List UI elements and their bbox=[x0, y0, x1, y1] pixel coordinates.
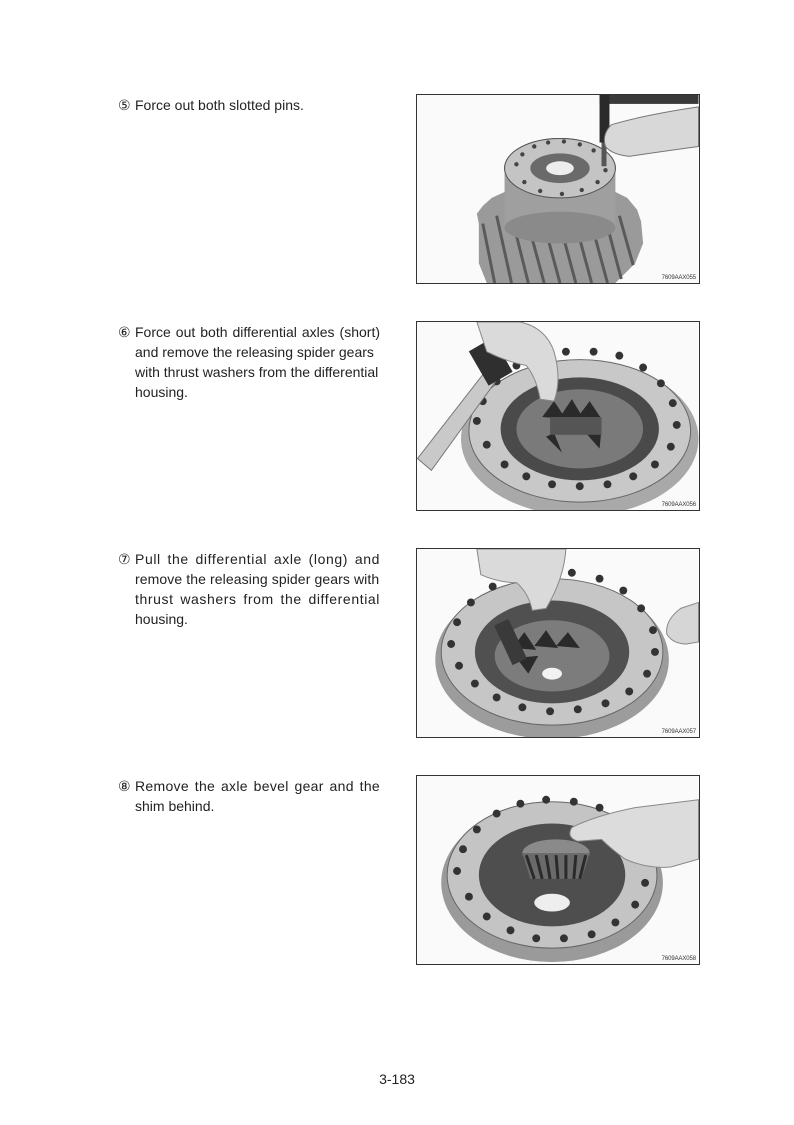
step-5-number: ⑤ bbox=[118, 97, 131, 113]
step-7-photo bbox=[416, 548, 700, 738]
page-number: 3-183 bbox=[379, 1071, 415, 1087]
step-6-line-1 bbox=[118, 322, 380, 342]
step-5-text bbox=[118, 95, 380, 115]
step-7-line-1-text: Pull the differential axle (long) and bbox=[135, 551, 380, 567]
step-8-text bbox=[118, 776, 380, 816]
step-7-number: ⑦ bbox=[118, 551, 132, 567]
step-8-line-1 bbox=[118, 776, 380, 796]
differential-axle-removal-illustration bbox=[417, 322, 699, 510]
step-8-line-2: shim behind. bbox=[135, 798, 215, 814]
step-6-line-4: housing. bbox=[135, 384, 188, 400]
step-6-photo bbox=[416, 321, 700, 511]
step-5-line-1-text: Force out both slotted pins. bbox=[135, 97, 304, 113]
axle-bevel-gear-removal-illustration bbox=[417, 776, 699, 964]
step-7-photo-id: 7609AAX057 bbox=[661, 729, 696, 735]
step-7-text bbox=[118, 549, 380, 629]
step-6-photo-id: 7609AAX056 bbox=[661, 502, 696, 508]
step-6-line-3: with thrust washers from the differential bbox=[135, 364, 379, 380]
step-8-photo bbox=[416, 775, 700, 965]
step-5-photo bbox=[416, 94, 700, 284]
step-6-line-1-text: Force out both differential axles (short) bbox=[135, 324, 380, 340]
step-8-number: ⑧ bbox=[118, 778, 131, 794]
step-8-photo-id: 7609AAX058 bbox=[661, 956, 696, 962]
slotted-pin-removal-illustration bbox=[417, 95, 699, 283]
step-8-line-1-text: Remove the axle bevel gear and the bbox=[135, 778, 380, 794]
step-5-photo-id: 7609AAX055 bbox=[661, 275, 696, 281]
step-7-line-4: housing. bbox=[135, 611, 188, 627]
step-5-line-1 bbox=[118, 95, 380, 115]
step-7-line-3: thrust washers from the differential bbox=[135, 591, 380, 607]
step-6-text bbox=[118, 322, 380, 402]
step-6-number: ⑥ bbox=[118, 324, 131, 340]
step-6-line-2: and remove the releasing spider gears bbox=[135, 344, 374, 360]
differential-axle-pull-illustration bbox=[417, 549, 699, 737]
step-7-line-1 bbox=[118, 549, 380, 569]
step-7-line-2: remove the releasing spider gears with bbox=[135, 571, 380, 587]
